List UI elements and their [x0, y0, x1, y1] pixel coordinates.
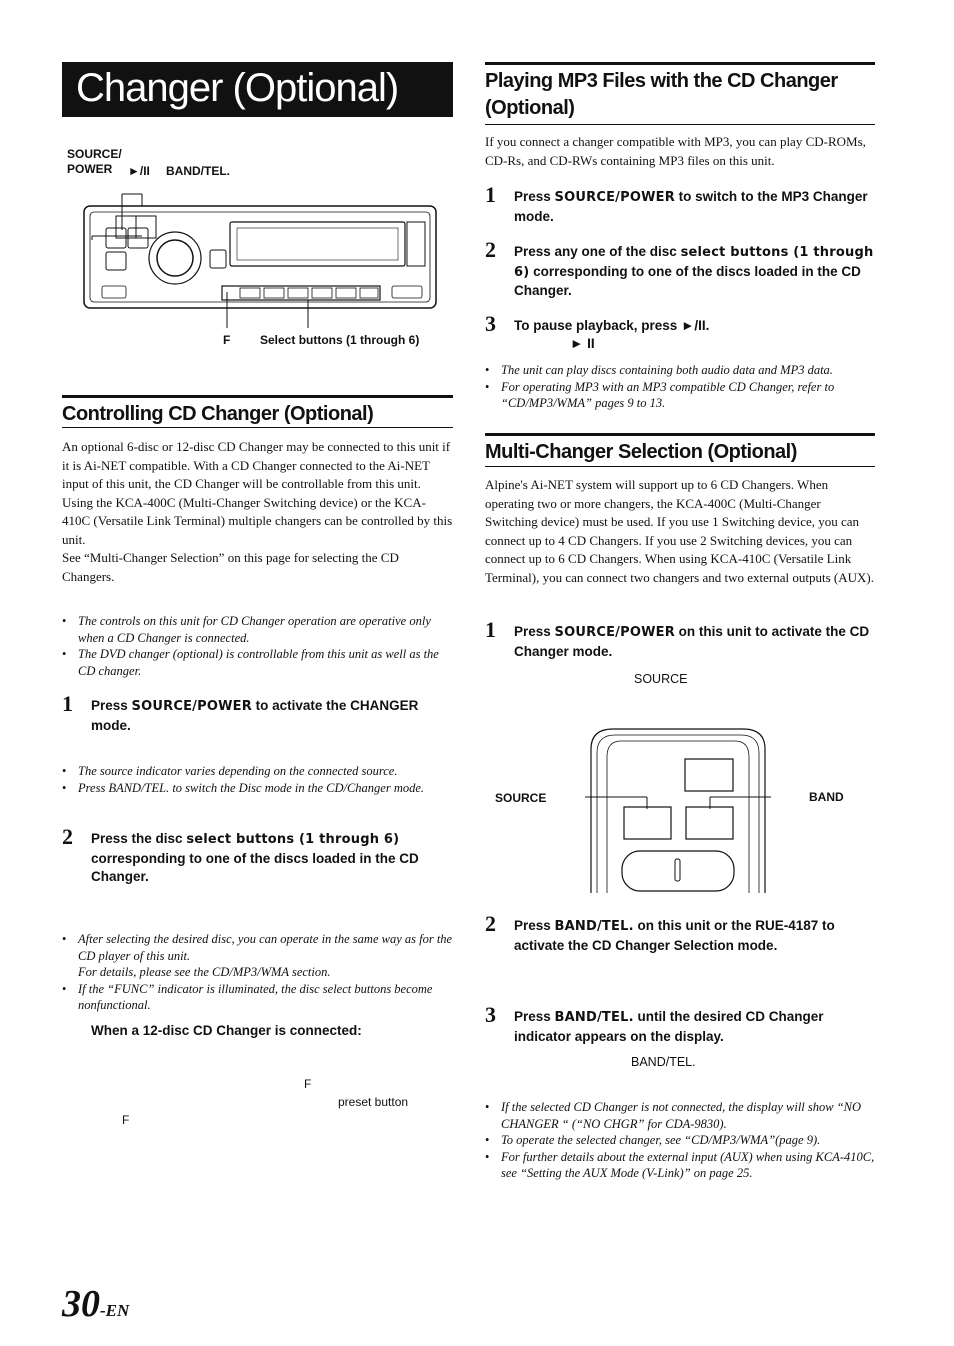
- note-item: • To operate the selected changer, see “CD/MP3/WMA”(page 9).: [485, 1132, 875, 1149]
- twelve-preset-label: preset button: [338, 1095, 409, 1109]
- multi-step-1-text: Press SOURCE/POWER on this unit to activate the CD Changer mode.: [514, 624, 870, 659]
- section-heading-controlling: Controlling CD Changer (Optional): [62, 395, 453, 428]
- twelve-f-label: F: [304, 1077, 312, 1091]
- note-item: • After selecting the desired disc, you can operate in the same way as for the CD player of this unit. For details, please see the CD/MP3/WMA section.: [62, 931, 453, 981]
- mp3-step-1-text: Press SOURCE/POWER to switch to the MP3 Changer mode.: [514, 189, 868, 224]
- step-1-text: Press SOURCE/POWER to activate the CHANGER mode.: [91, 698, 419, 733]
- step-number: 3: [485, 1002, 496, 1027]
- section-heading-multi: Multi-Changer Selection (Optional): [485, 433, 875, 467]
- note-item: • If the selected CD Changer is not connected, the display will show “NO CHANGER “ (“NO CHGR” for CDA-9830).: [485, 1099, 875, 1132]
- note-item: • The source indicator varies depending on the connected source.: [62, 763, 453, 780]
- band-tel-caption: BAND/TEL.: [631, 1055, 696, 1069]
- label-select-buttons: Select buttons (1 through 6): [260, 333, 420, 347]
- note-item: • If the “FUNC” indicator is illuminated, the disc select buttons become nonfunctional.: [62, 981, 453, 1014]
- notes-list: [485, 1099, 875, 1182]
- controlling-intro: [62, 438, 453, 586]
- mp3-step-3-text: To pause playback, press ►/II.: [514, 318, 710, 333]
- mp3-step-2-text: Press any one of the disc select buttons (1 through 6) corresponding to one of the discs loaded in the CD Changer.: [514, 244, 874, 298]
- step-number: 1: [62, 691, 73, 716]
- multi-step-3-text: Press BAND/TEL. until the desired CD Changer indicator appears on the display.: [514, 1009, 824, 1044]
- note-item: • For operating MP3 with an MP3 compatible CD Changer, refer to “CD/MP3/WMA” pages 9 to 13.: [485, 379, 875, 412]
- step-number: 2: [485, 237, 496, 262]
- notes-list: [62, 613, 453, 679]
- source-caption: SOURCE: [634, 672, 688, 686]
- step-2-text: Press the disc select buttons (1 through 6) corresponding to one of the discs loaded in the CD Changer.: [91, 831, 419, 884]
- step-number: 2: [62, 824, 73, 849]
- intro-paragraph: Using the KCA-400C (Multi-Changer Switching device) or the KCA-410C (Versatile Link Terminal) multiple changers can be controlled by this unit.: [62, 494, 453, 547]
- notes-list: [62, 931, 453, 1014]
- step-number: 2: [485, 911, 496, 936]
- remote-source-label: SOURCE: [495, 791, 547, 805]
- mp3-intro: If you connect a changer compatible with MP3, you can play CD-ROMs, CD-Rs, and CD-RWs containing MP3 files on this unit.: [485, 134, 866, 168]
- notes-list: [485, 362, 875, 412]
- step-number: 3: [485, 311, 496, 336]
- step-number: 1: [485, 617, 496, 642]
- note-item: • For further details about the external input (AUX) when using KCA-410C, see “Setting the AUX Mode (V-Link)” on page 25.: [485, 1149, 875, 1182]
- section-heading-mp3: Playing MP3 Files with the CD Changer (Optional): [485, 62, 875, 125]
- note-item: • The unit can play discs containing both audio data and MP3 data.: [485, 362, 875, 379]
- multi-step-2-text: Press BAND/TEL. on this unit or the RUE-4187 to activate the CD Changer Selection mode.: [514, 918, 835, 953]
- head-unit-illustration: [82, 180, 442, 330]
- page-number: 30-EN: [62, 1283, 130, 1325]
- mp3-step-3-sub: ► II: [570, 336, 595, 351]
- label-f: F: [223, 333, 231, 347]
- page-title: Changer (Optional): [62, 62, 453, 117]
- label-band-tel: BAND/TEL.: [166, 164, 230, 178]
- step-number: 1: [485, 182, 496, 207]
- label-source-power: SOURCE/ POWER: [67, 147, 122, 176]
- remote-illustration: [585, 727, 771, 893]
- note-item: • Press BAND/TEL. to switch the Disc mode in the CD/Changer mode.: [62, 780, 453, 797]
- label-play-pause: ►/II: [128, 164, 150, 178]
- multi-intro: Alpine's Ai-NET system will support up to 6 CD Changers. When operating two or more changers, the KCA-400C (Multi-Changer Switching device) must be used. If you use 1 Switching device, you can connect up to 4 CD Changers. If you use 2 Switching devices, you can connect up to 6 CD Changers. When using KCA-410C (Versatile Link Terminal), you can connect two changers and two external outputs (AUX).: [485, 477, 874, 585]
- note-item: • The DVD changer (optional) is controllable from this unit as well as the CD changer.: [62, 646, 453, 679]
- intro-paragraph: An optional 6-disc or 12-disc CD Changer may be connected to this unit if it is Ai-NET compatible. With a CD Changer connected to the Ai-NET input of this unit, the CD Changer will be controllable from this unit.: [62, 439, 451, 491]
- twelve-f-label: F: [122, 1113, 130, 1127]
- notes-list: [62, 763, 453, 796]
- remote-band-label: BAND: [809, 790, 844, 804]
- note-item: • The controls on this unit for CD Changer operation are operative only when a CD Changer is connected.: [62, 613, 453, 646]
- twelve-disc-heading: When a 12-disc CD Changer is connected:: [91, 1023, 362, 1038]
- intro-paragraph: See “Multi-Changer Selection” on this page for selecting the CD Changers.: [62, 550, 399, 584]
